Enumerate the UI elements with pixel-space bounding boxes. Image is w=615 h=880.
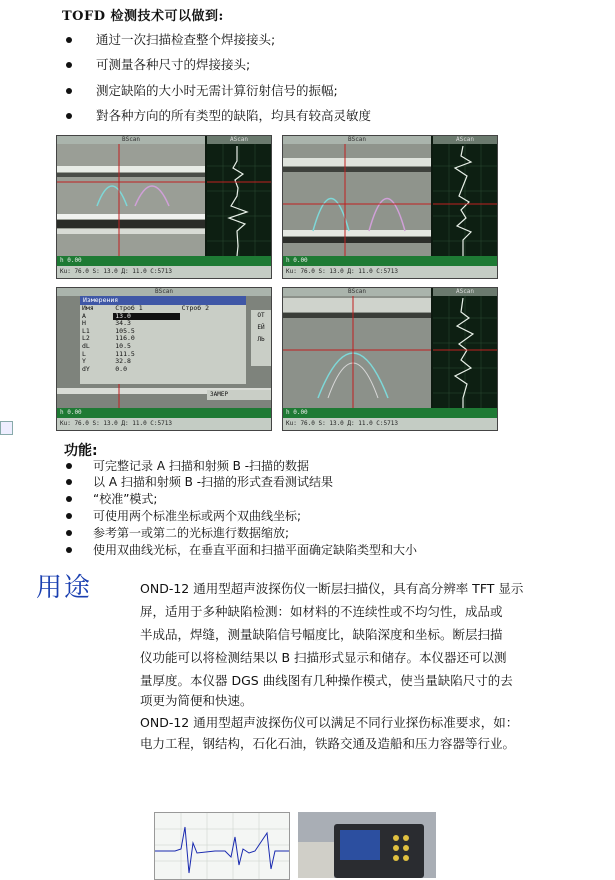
table-row: Y 32.8 xyxy=(82,357,131,366)
ascan-waveform xyxy=(433,136,497,256)
scan-screenshot-2 xyxy=(282,135,498,279)
bscan-image xyxy=(283,136,431,256)
ascan-view: AScan xyxy=(207,136,271,256)
bscan-view: BScan xyxy=(57,136,205,256)
measurement-view: BScan ОТ ЕЙ ЛЬ ЗАМЕР xyxy=(57,288,271,408)
usage-line: OND-12 通用型超声波探伤仪可以满足不同行业探伤标准要求，如： xyxy=(140,715,519,730)
document-icon xyxy=(0,421,13,435)
usage-line: 项更为简便和快速。 xyxy=(140,693,253,708)
measurement-dialog: Измерения Имя Строб 1 Строб 2 A 13.0 H 34.3 L1 105.5 L2 116.0 dL 10.5 L 111.5 Y 32.8 dY 0.0 xyxy=(80,296,246,384)
ascan-view: AScan xyxy=(433,288,497,408)
bullet-dot xyxy=(66,113,72,119)
scan-screenshot-4 xyxy=(282,287,498,431)
functions-title: 功能: xyxy=(64,443,98,459)
scan-screenshot-1 xyxy=(56,135,272,279)
waveform-photo xyxy=(154,812,290,880)
ascan-waveform xyxy=(433,288,497,408)
bullet-dot xyxy=(66,530,72,536)
table-row: dY 0.0 xyxy=(82,364,128,373)
usage-line: OND-12 通用型超声波探伤仪一断层扫描仪，具有高分辨率 TFT 显示 xyxy=(140,581,524,596)
bullet-dot xyxy=(66,37,72,43)
usage-line: 量厚度。本仪器 DGS 曲线图有几种操作模式，使当量缺陷尺寸的去 xyxy=(140,673,513,688)
status-bar: h 0.00 Ku: 76.0 S: 13.0 Д: 11.0 C:5713 xyxy=(57,408,271,430)
usage-line: 半成品，焊缝，测量缺陷信号幅度比，缺陷深度和坐标。断层扫描 xyxy=(140,627,503,642)
bullet-dot xyxy=(66,496,72,502)
waveform-image xyxy=(155,813,289,879)
usage-line: 仪功能可以将检测结果以 B 扫描形式显示和储存。本仪器还可以测 xyxy=(140,650,507,665)
side-labels: ОТ ЕЙ ЛЬ xyxy=(251,310,271,366)
status-bar: h 0.00 Ku: 76.0 S: 13.0 Д: 11.0 C:5713 xyxy=(57,256,271,278)
measurement-table xyxy=(80,305,246,373)
table-row: H 34.3 xyxy=(82,319,131,328)
bscan-view: BScan xyxy=(283,288,431,408)
table-header-row: Имя Строб 1 Строб 2 xyxy=(82,304,210,312)
bullet-dot xyxy=(66,479,72,485)
bullet-dot xyxy=(66,62,72,68)
bullet-dot xyxy=(66,463,72,469)
table-row: dL 10.5 xyxy=(82,341,131,350)
table-row: L2 116.0 xyxy=(82,334,135,343)
device-image xyxy=(298,812,436,878)
table-row: L 111.5 xyxy=(82,349,135,358)
bscan-view: BScan xyxy=(283,136,431,256)
usage-line: 屏，适用于多种缺陷检测：如材料的不连续性或不均匀性，成品或 xyxy=(140,604,503,619)
page-title: TOFD 检测技术可以做到: xyxy=(62,9,224,24)
bullet-dot xyxy=(66,88,72,94)
ascan-view: AScan xyxy=(433,136,497,256)
bullet-dot xyxy=(66,513,72,519)
status-bar: h 0.00 Ku: 76.0 S: 13.0 Д: 11.0 C:5713 xyxy=(283,408,497,430)
ascan-waveform xyxy=(207,136,271,256)
table-row: A 13.0 xyxy=(80,313,246,321)
status-bar: h 0.00 Ku: 76.0 S: 13.0 Д: 11.0 C:5713 xyxy=(283,256,497,278)
bullet-dot xyxy=(66,547,72,553)
usage-line: 电力工程，钢结构，石化石油，铁路交通及造船和压力容器等行业。 xyxy=(140,736,516,751)
marker-button[interactable]: ЗАМЕР xyxy=(207,390,271,400)
usage-heading: 用途 xyxy=(36,573,93,603)
bscan-image xyxy=(283,288,431,408)
bscan-image xyxy=(57,136,205,256)
device-photo xyxy=(298,812,436,878)
table-row: L1 105.5 xyxy=(82,326,135,335)
